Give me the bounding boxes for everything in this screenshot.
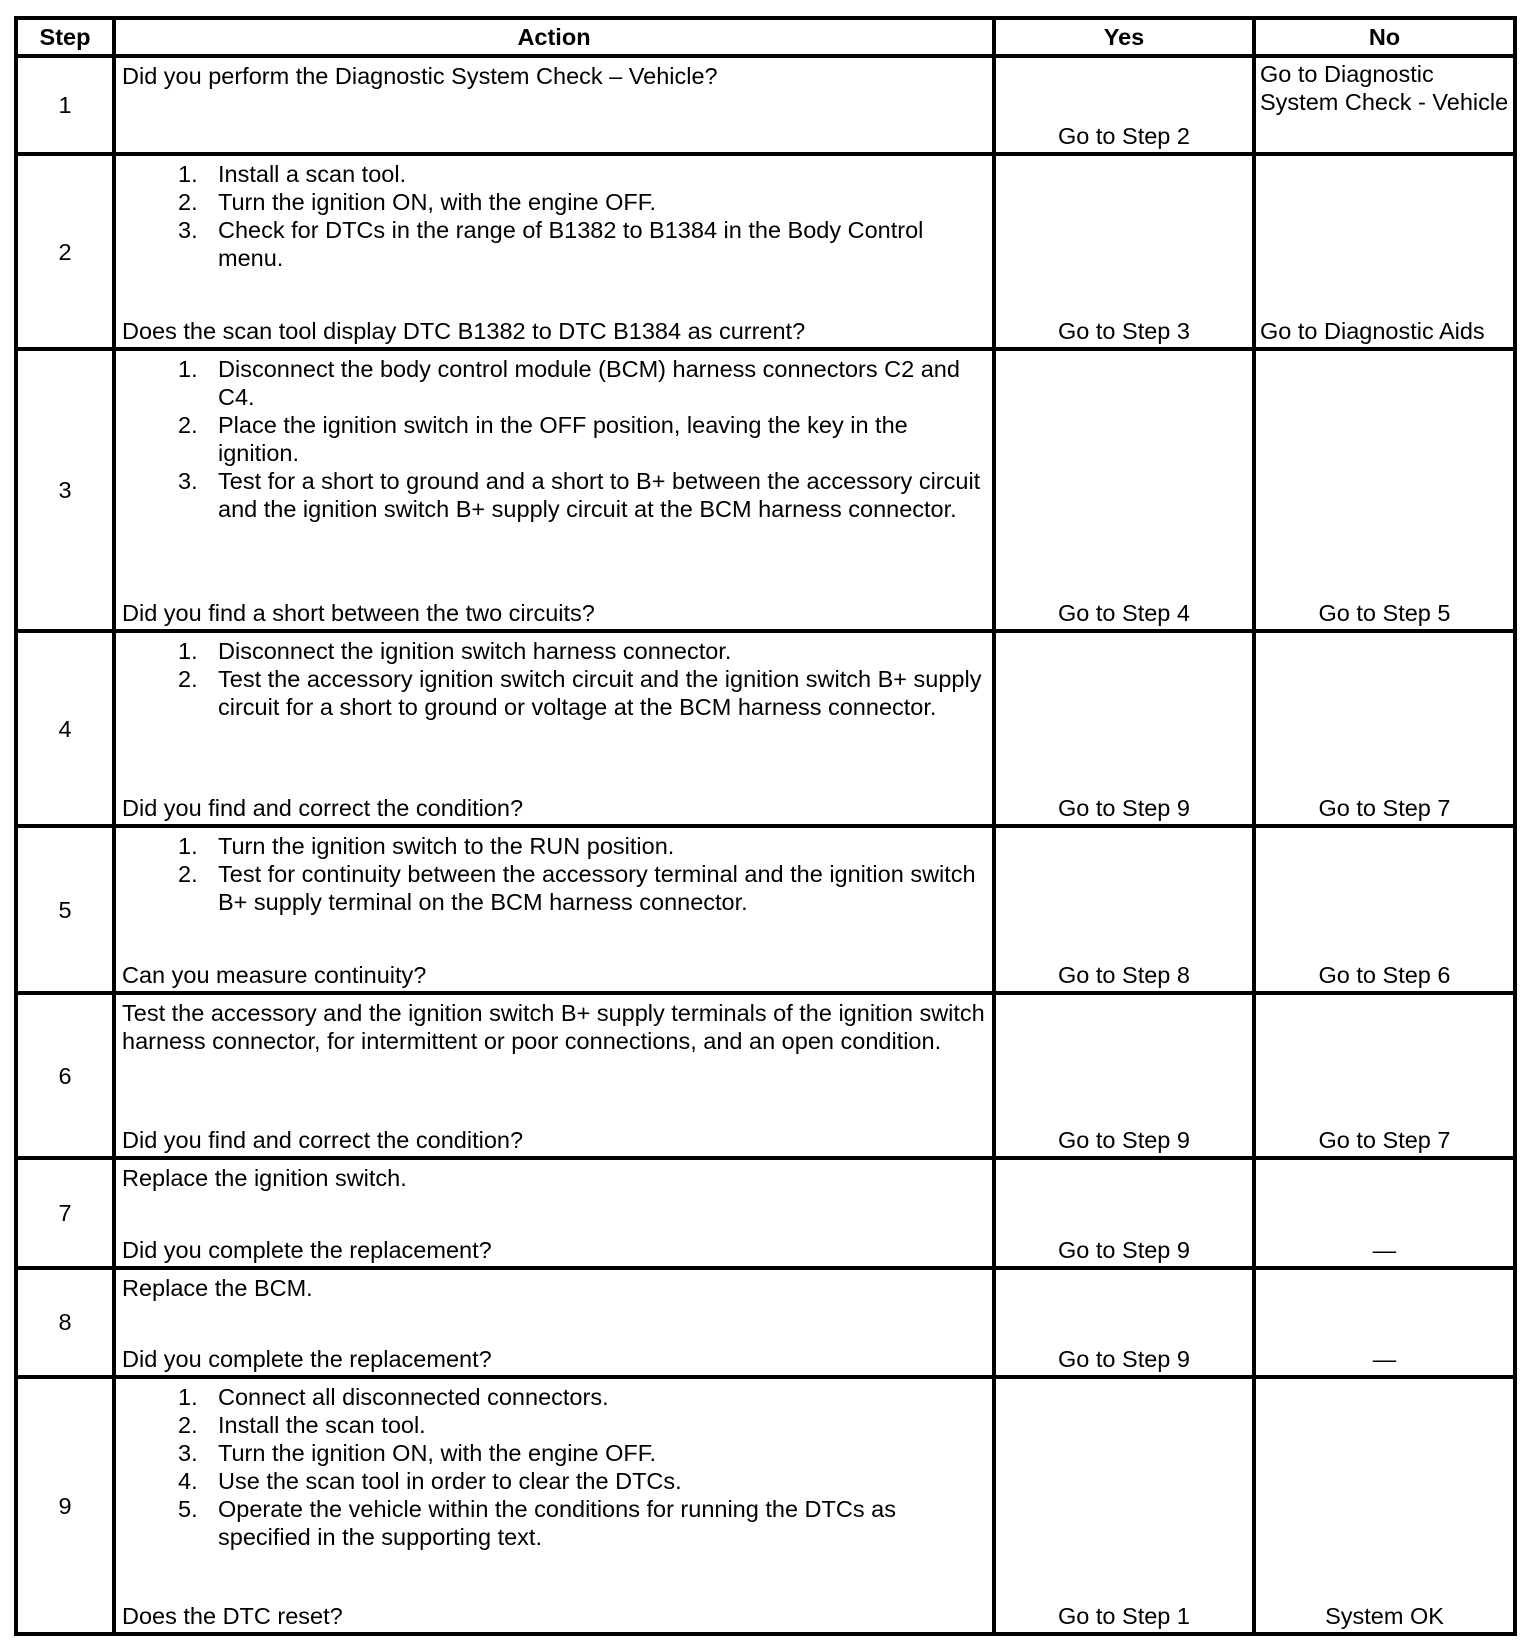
action-step-list (122, 1383, 986, 1551)
table-row (16, 993, 1515, 1159)
header-row (16, 18, 1515, 56)
action-cell (114, 631, 994, 827)
action-step-list (122, 637, 986, 721)
action-instruction: Replace the BCM. (122, 1274, 313, 1301)
action-step-text: Place the ignition switch in the OFF position, leaving the key in the ignition. (218, 411, 908, 466)
table-row (16, 56, 1515, 154)
table-row (16, 1377, 1515, 1634)
header-yes: Yes (994, 18, 1254, 56)
action-step-item (122, 860, 986, 916)
step-number: 6 (16, 993, 114, 1159)
no-result: System OK (1254, 1377, 1515, 1634)
table-body (16, 56, 1515, 1634)
action-step-item (122, 467, 986, 523)
action-step-text: Connect all disconnected connectors. (218, 1384, 609, 1411)
no-result: Go to Step 7 (1254, 993, 1515, 1159)
action-step-text: Operate the vehicle within the conditions for running the DTCs as specified in the supporting text. (218, 1496, 896, 1551)
step-number: 4 (16, 631, 114, 827)
yes-result: Go to Step 9 (994, 993, 1254, 1159)
action-step-item (122, 1439, 986, 1467)
action-step-number: 1. (178, 637, 198, 664)
no-result: Go to Diagnostic Aids (1254, 154, 1515, 349)
table-row (16, 631, 1515, 827)
action-step-list (122, 160, 986, 272)
action-step-number: 3. (178, 217, 198, 244)
table-row (16, 1268, 1515, 1377)
action-step-text: Test the accessory ignition switch circuit and the ignition switch B+ supply circuit for a short to ground or voltage at the BCM harness connector. (218, 665, 982, 720)
no-result: Go to Step 7 (1254, 631, 1515, 827)
action-step-text: Install a scan tool. (218, 161, 407, 188)
action-step-number: 3. (178, 1440, 198, 1467)
action-step-number: 1. (178, 1384, 198, 1411)
action-cell (114, 1158, 994, 1267)
action-step-text: Use the scan tool in order to clear the DTCs. (218, 1468, 682, 1495)
action-step-number: 4. (178, 1468, 198, 1495)
action-cell (114, 993, 994, 1159)
action-instruction: Did you perform the Diagnostic System Check – Vehicle? (122, 63, 718, 89)
action-step-number: 2. (178, 411, 198, 438)
step-number: 9 (16, 1377, 114, 1634)
table-row (16, 826, 1515, 993)
action-step-number: 2. (178, 665, 198, 692)
action-step-list (122, 832, 986, 916)
action-step-item (122, 1467, 986, 1495)
no-result: — (1254, 1268, 1515, 1377)
action-cell (114, 1377, 994, 1634)
diagnostic-table (14, 16, 1517, 1636)
header-no: No (1254, 18, 1515, 56)
action-cell (114, 826, 994, 993)
action-question: Did you complete the replacement? (122, 1346, 492, 1373)
no-result: Go to Step 6 (1254, 826, 1515, 993)
step-number: 1 (16, 56, 114, 154)
action-step-number: 2. (178, 189, 198, 216)
action-cell (114, 1268, 994, 1377)
yes-result: Go to Step 4 (994, 349, 1254, 631)
no-result: Go to Diagnostic System Check - Vehicle (1254, 56, 1515, 154)
action-step-text: Turn the ignition ON, with the engine OFF. (218, 189, 657, 216)
action-step-text: Test for a short to ground and a short to B+ between the accessory circuit and the ignition switch B+ supply circuit at the BCM harness connector. (218, 467, 981, 522)
action-question: Did you find a short between the two circuits? (122, 599, 595, 626)
yes-result: Go to Step 9 (994, 631, 1254, 827)
action-step-number: 1. (178, 355, 198, 382)
no-result: Go to Step 5 (1254, 349, 1515, 631)
action-cell (114, 56, 994, 154)
yes-result: Go to Step 3 (994, 154, 1254, 349)
step-number: 2 (16, 154, 114, 349)
action-step-item (122, 216, 986, 272)
action-step-item (122, 1383, 986, 1411)
action-step-text: Disconnect the body control module (BCM) harness connectors C2 and C4. (218, 355, 960, 410)
action-step-number: 1. (178, 833, 198, 860)
action-step-text: Turn the ignition ON, with the engine OFF. (218, 1440, 657, 1467)
yes-result: Go to Step 9 (994, 1158, 1254, 1267)
step-number: 8 (16, 1268, 114, 1377)
action-step-item (122, 637, 986, 665)
action-step-text: Install the scan tool. (218, 1412, 426, 1439)
action-step-item (122, 188, 986, 216)
action-step-number: 2. (178, 1412, 198, 1439)
action-instruction: Test the accessory and the ignition switch B+ supply terminals of the ignition switch harness connector, for intermittent or poor connections, and an open condition. (122, 999, 985, 1054)
action-step-text: Test for continuity between the accessory terminal and the ignition switch B+ supply terminal on the BCM harness connector. (218, 861, 976, 916)
table-row (16, 1158, 1515, 1267)
action-step-number: 3. (178, 467, 198, 494)
action-step-number: 1. (178, 161, 198, 188)
action-step-item (122, 1411, 986, 1439)
header-step: Step (16, 18, 114, 56)
action-question: Can you measure continuity? (122, 961, 427, 988)
action-cell (114, 349, 994, 631)
action-instruction: Replace the ignition switch. (122, 1165, 407, 1192)
action-step-text: Disconnect the ignition switch harness connector. (218, 637, 732, 664)
action-step-number: 2. (178, 861, 198, 888)
step-number: 3 (16, 349, 114, 631)
table-row (16, 349, 1515, 631)
action-cell (114, 154, 994, 349)
action-step-item (122, 160, 986, 188)
action-step-item (122, 665, 986, 721)
table-row (16, 154, 1515, 349)
header-action: Action (114, 18, 994, 56)
step-number: 7 (16, 1158, 114, 1267)
yes-result: Go to Step 9 (994, 1268, 1254, 1377)
yes-result: Go to Step 1 (994, 1377, 1254, 1634)
action-question: Did you find and correct the condition? (122, 795, 524, 822)
step-number: 5 (16, 826, 114, 993)
no-result: — (1254, 1158, 1515, 1267)
action-step-item (122, 411, 986, 467)
action-step-item (122, 1495, 986, 1551)
action-question: Does the DTC reset? (122, 1603, 343, 1629)
action-step-number: 5. (178, 1496, 198, 1523)
action-step-list (122, 355, 986, 523)
action-question: Does the scan tool display DTC B1382 to DTC B1384 as current? (122, 317, 806, 344)
action-question: Did you complete the replacement? (122, 1236, 492, 1263)
action-step-text: Turn the ignition switch to the RUN position. (218, 833, 675, 860)
action-question: Did you find and correct the condition? (122, 1127, 524, 1154)
yes-result: Go to Step 8 (994, 826, 1254, 993)
action-step-item (122, 355, 986, 411)
action-step-item (122, 832, 986, 860)
action-step-text: Check for DTCs in the range of B1382 to B1384 in the Body Control menu. (218, 217, 924, 272)
yes-result: Go to Step 2 (994, 56, 1254, 154)
